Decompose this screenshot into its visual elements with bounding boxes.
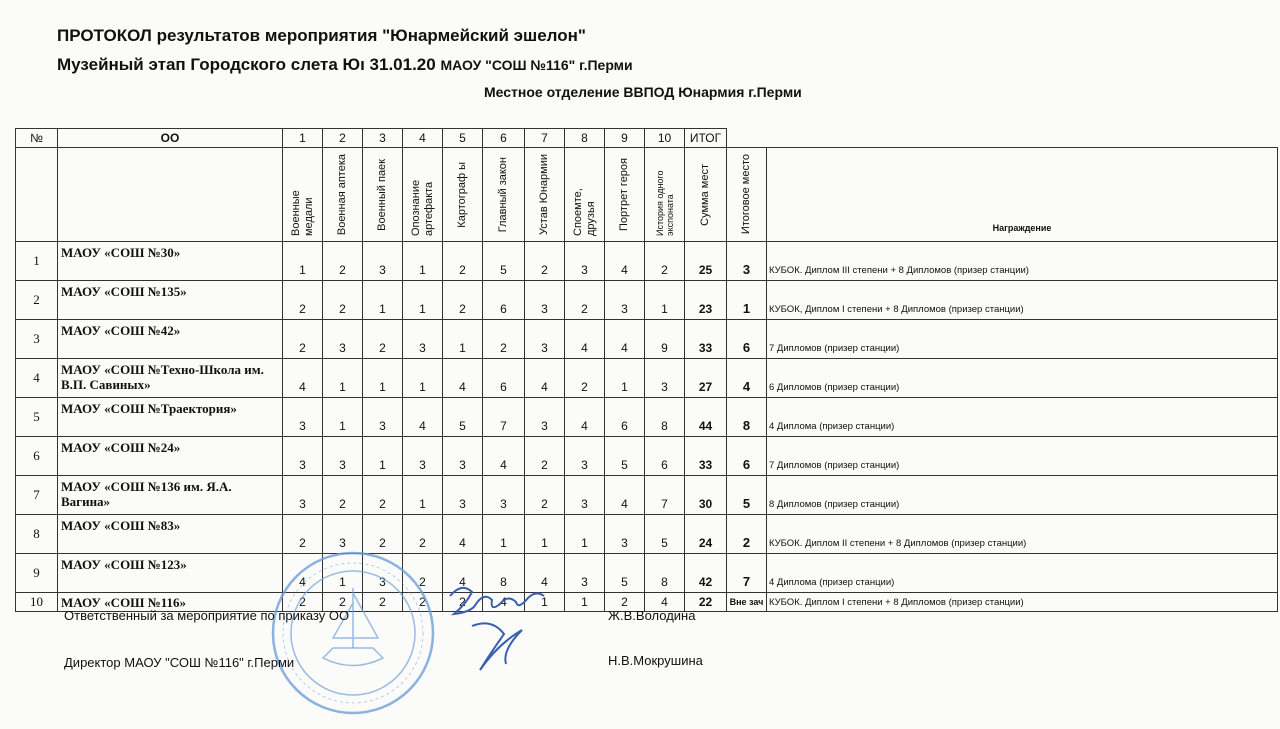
station-score: 1 bbox=[403, 476, 443, 515]
award-text: 7 Дипломов (призер станции) bbox=[767, 320, 1278, 359]
station-name: Военные медали bbox=[289, 189, 315, 236]
station-score: 2 bbox=[283, 515, 323, 554]
station-score: 2 bbox=[403, 593, 443, 612]
station-number: 3 bbox=[363, 129, 403, 148]
station-score: 2 bbox=[645, 242, 685, 281]
station-score: 2 bbox=[283, 593, 323, 612]
station-name: Споемте, друзья bbox=[571, 187, 597, 236]
final-place: 3 bbox=[727, 242, 767, 281]
blank-header-cell bbox=[767, 129, 1278, 148]
school-name: МАОУ «СОШ №24» bbox=[58, 437, 283, 476]
results-table bbox=[15, 128, 1278, 612]
station-score: 3 bbox=[525, 320, 565, 359]
station-score: 4 bbox=[605, 242, 645, 281]
award-text: КУБОК. Диплом III степени + 8 Дипломов (призер станции) bbox=[767, 242, 1278, 281]
table-row bbox=[16, 320, 1278, 359]
station-name: Военный паек bbox=[376, 158, 388, 231]
school-name: МАОУ «СОШ №135» bbox=[58, 281, 283, 320]
station-score: 3 bbox=[565, 554, 605, 593]
station-name: История одного экспоната bbox=[654, 169, 675, 236]
station-score: 3 bbox=[525, 398, 565, 437]
final-place: 5 bbox=[727, 476, 767, 515]
row-number: 7 bbox=[16, 476, 58, 515]
station-score: 5 bbox=[605, 554, 645, 593]
table-row bbox=[16, 281, 1278, 320]
station-score: 6 bbox=[483, 359, 525, 398]
station-score: 1 bbox=[525, 515, 565, 554]
station-score: 2 bbox=[323, 281, 363, 320]
station-score: 1 bbox=[565, 593, 605, 612]
row-number: 4 bbox=[16, 359, 58, 398]
station-score: 2 bbox=[443, 281, 483, 320]
station-score: 3 bbox=[403, 320, 443, 359]
col-total-header: ИТОГ bbox=[685, 129, 727, 148]
station-score: 5 bbox=[483, 242, 525, 281]
sum-of-places: 25 bbox=[685, 242, 727, 281]
station-score: 6 bbox=[605, 398, 645, 437]
school-name: МАОУ «СОШ №Траектория» bbox=[58, 398, 283, 437]
station-score: 1 bbox=[323, 554, 363, 593]
station-score: 2 bbox=[403, 515, 443, 554]
department-line: Местное отделение ВВПОД Юнармия г.Перми bbox=[484, 84, 802, 100]
sum-of-places: 30 bbox=[685, 476, 727, 515]
school-name: МАОУ «СОШ №136 им. Я.А. Вагина» bbox=[58, 476, 283, 515]
award-text: КУБОК. Диплом I степени + 8 Дипломов (призер станции) bbox=[767, 593, 1278, 612]
station-score: 2 bbox=[323, 476, 363, 515]
station-score: 1 bbox=[403, 281, 443, 320]
table-row bbox=[16, 242, 1278, 281]
final-place: 1 bbox=[727, 281, 767, 320]
station-score: 3 bbox=[645, 359, 685, 398]
station-score: 8 bbox=[645, 554, 685, 593]
col-award-header: Награждение bbox=[767, 148, 1278, 242]
row-number: 8 bbox=[16, 515, 58, 554]
award-text: КУБОК, Диплом I степени + 8 Дипломов (призер станции) bbox=[767, 281, 1278, 320]
station-number: 10 bbox=[645, 129, 685, 148]
blank-header-cell bbox=[727, 129, 767, 148]
station-score: 3 bbox=[565, 242, 605, 281]
station-number: 5 bbox=[443, 129, 483, 148]
station-score: 2 bbox=[363, 593, 403, 612]
station-name: Устав Юнармии bbox=[538, 154, 550, 235]
station-score: 3 bbox=[363, 242, 403, 281]
station-score: 1 bbox=[525, 593, 565, 612]
station-score: 1 bbox=[363, 359, 403, 398]
row-number: 3 bbox=[16, 320, 58, 359]
station-score: 4 bbox=[283, 359, 323, 398]
station-score: 4 bbox=[443, 554, 483, 593]
station-score: 2 bbox=[443, 242, 483, 281]
award-text: 4 Диплома (призер станции) bbox=[767, 554, 1278, 593]
station-number: 4 bbox=[403, 129, 443, 148]
station-score: 1 bbox=[645, 281, 685, 320]
row-number: 5 bbox=[16, 398, 58, 437]
station-score: 3 bbox=[565, 476, 605, 515]
document-title: ПРОТОКОЛ результатов мероприятия "Юнармейский эшелон" bbox=[57, 26, 586, 45]
final-place: 6 bbox=[727, 320, 767, 359]
award-text: 8 Дипломов (призер станции) bbox=[767, 476, 1278, 515]
station-score: 5 bbox=[443, 398, 483, 437]
school-name: МАОУ «СОШ №83» bbox=[58, 515, 283, 554]
station-score: 2 bbox=[525, 242, 565, 281]
station-score: 3 bbox=[283, 437, 323, 476]
station-name: Портрет героя bbox=[618, 158, 630, 231]
sum-of-places: 22 bbox=[685, 593, 727, 612]
station-score: 2 bbox=[565, 281, 605, 320]
director-signature-icon bbox=[432, 574, 562, 674]
station-score: 4 bbox=[525, 554, 565, 593]
station-score: 5 bbox=[645, 515, 685, 554]
award-text: 6 Дипломов (призер станции) bbox=[767, 359, 1278, 398]
station-score: 3 bbox=[605, 281, 645, 320]
station-number: 7 bbox=[525, 129, 565, 148]
station-score: 2 bbox=[403, 554, 443, 593]
station-score: 2 bbox=[605, 593, 645, 612]
station-name: Картограф ы bbox=[456, 161, 468, 228]
station-score: 4 bbox=[403, 398, 443, 437]
final-place: 6 bbox=[727, 437, 767, 476]
station-score: 1 bbox=[323, 359, 363, 398]
station-score: 3 bbox=[323, 320, 363, 359]
header-row-numbers bbox=[16, 129, 1278, 148]
sum-of-places: 24 bbox=[685, 515, 727, 554]
station-score: 2 bbox=[323, 593, 363, 612]
station-score: 4 bbox=[605, 476, 645, 515]
station-score: 4 bbox=[443, 359, 483, 398]
sum-of-places: 33 bbox=[685, 320, 727, 359]
final-place: 2 bbox=[727, 515, 767, 554]
station-score: 4 bbox=[483, 593, 525, 612]
director-label: Директор МАОУ "СОШ №116" г.Перми bbox=[64, 655, 295, 670]
station-number: 6 bbox=[483, 129, 525, 148]
station-score: 1 bbox=[443, 320, 483, 359]
final-place: 7 bbox=[727, 554, 767, 593]
station-score: 3 bbox=[605, 515, 645, 554]
station-score: 3 bbox=[443, 476, 483, 515]
station-score: 3 bbox=[363, 398, 403, 437]
station-score: 2 bbox=[483, 320, 525, 359]
station-score: 6 bbox=[483, 281, 525, 320]
station-score: 8 bbox=[645, 398, 685, 437]
award-text: КУБОК. Диплом II степени + 8 Дипломов (призер станции) bbox=[767, 515, 1278, 554]
station-score: 2 bbox=[323, 242, 363, 281]
station-score: 4 bbox=[525, 359, 565, 398]
station-score: 3 bbox=[283, 398, 323, 437]
station-score: 2 bbox=[363, 476, 403, 515]
row-number: 2 bbox=[16, 281, 58, 320]
station-score: 1 bbox=[605, 359, 645, 398]
station-score: 1 bbox=[403, 242, 443, 281]
station-score: 3 bbox=[403, 437, 443, 476]
station-score: 4 bbox=[483, 437, 525, 476]
school-name: МАОУ «СОШ №123» bbox=[58, 554, 283, 593]
responsible-name: Ж.В.Володина bbox=[608, 608, 696, 623]
station-score: 4 bbox=[565, 320, 605, 359]
station-score: 3 bbox=[443, 437, 483, 476]
official-stamp-icon bbox=[268, 548, 438, 718]
school-name: МАОУ «СОШ №30» bbox=[58, 242, 283, 281]
station-score: 2 bbox=[283, 281, 323, 320]
station-score: 2 bbox=[525, 437, 565, 476]
station-name: Военная аптека bbox=[336, 153, 348, 236]
school-name: МАОУ «СОШ №42» bbox=[58, 320, 283, 359]
blank-subheader-cell bbox=[16, 148, 58, 242]
station-score: 2 bbox=[525, 476, 565, 515]
award-text: 7 Дипломов (призер станции) bbox=[767, 437, 1278, 476]
station-score: 4 bbox=[565, 398, 605, 437]
col-place-header: Итоговое место bbox=[740, 154, 752, 235]
award-text: 4 Диплома (призер станции) bbox=[767, 398, 1278, 437]
col-sum-header: Сумма мест bbox=[699, 163, 711, 226]
station-score: 4 bbox=[283, 554, 323, 593]
sum-of-places: 44 bbox=[685, 398, 727, 437]
row-number: 6 bbox=[16, 437, 58, 476]
table-row bbox=[16, 437, 1278, 476]
station-score: 1 bbox=[363, 437, 403, 476]
station-score: 6 bbox=[645, 437, 685, 476]
station-score: 2 bbox=[363, 320, 403, 359]
subtitle-main: Музейный этап Городского слета Юı 31.01.20 bbox=[57, 55, 436, 74]
school-name: МАОУ «СОШ №Техно-Школа им. В.П. Савиных» bbox=[58, 359, 283, 398]
station-score: 4 bbox=[443, 515, 483, 554]
station-score: 4 bbox=[645, 593, 685, 612]
station-number: 9 bbox=[605, 129, 645, 148]
station-number: 1 bbox=[283, 129, 323, 148]
station-score: 1 bbox=[323, 398, 363, 437]
station-score: 1 bbox=[403, 359, 443, 398]
station-score: 3 bbox=[363, 554, 403, 593]
table-row bbox=[16, 515, 1278, 554]
row-number: 10 bbox=[16, 593, 58, 612]
station-score: 1 bbox=[283, 242, 323, 281]
sum-of-places: 23 bbox=[685, 281, 727, 320]
station-score: 3 bbox=[525, 281, 565, 320]
station-score: 1 bbox=[363, 281, 403, 320]
station-score: 1 bbox=[565, 515, 605, 554]
director-name: Н.В.Мокрушина bbox=[608, 653, 703, 668]
sum-of-places: 42 bbox=[685, 554, 727, 593]
station-score: 3 bbox=[483, 476, 525, 515]
station-score: 9 bbox=[645, 320, 685, 359]
station-score: 2 bbox=[363, 515, 403, 554]
station-score: 2 bbox=[443, 593, 483, 612]
station-score: 2 bbox=[283, 320, 323, 359]
station-score: 3 bbox=[565, 437, 605, 476]
responsible-label: Ответственный за мероприятие по приказу ОО bbox=[64, 608, 350, 623]
table-row bbox=[16, 554, 1278, 593]
col-oo-header: ОО bbox=[58, 129, 283, 148]
station-score: 3 bbox=[323, 515, 363, 554]
col-no-header: № bbox=[16, 129, 58, 148]
station-number: 2 bbox=[323, 129, 363, 148]
school-name: МАОУ «СОШ №116» bbox=[58, 593, 283, 612]
station-score: 5 bbox=[605, 437, 645, 476]
blank-subheader-cell bbox=[58, 148, 283, 242]
row-number: 1 bbox=[16, 242, 58, 281]
row-number: 9 bbox=[16, 554, 58, 593]
subtitle-school: МАОУ "СОШ №116" г.Перми bbox=[440, 57, 633, 73]
station-score: 8 bbox=[483, 554, 525, 593]
station-score: 4 bbox=[605, 320, 645, 359]
station-score: 2 bbox=[565, 359, 605, 398]
station-score: 3 bbox=[283, 476, 323, 515]
table-row bbox=[16, 398, 1278, 437]
final-place: 8 bbox=[727, 398, 767, 437]
document-subtitle bbox=[57, 55, 633, 75]
table-row bbox=[16, 359, 1278, 398]
station-number: 8 bbox=[565, 129, 605, 148]
final-place: 4 bbox=[727, 359, 767, 398]
station-name: Опознание артефакта bbox=[409, 179, 435, 236]
header-row-stations bbox=[16, 148, 1278, 242]
station-score: 7 bbox=[645, 476, 685, 515]
sum-of-places: 33 bbox=[685, 437, 727, 476]
final-place: Вне зач bbox=[727, 593, 767, 612]
station-score: 7 bbox=[483, 398, 525, 437]
station-score: 3 bbox=[323, 437, 363, 476]
table-row bbox=[16, 476, 1278, 515]
station-name: Главный закон bbox=[497, 156, 509, 233]
station-score: 1 bbox=[483, 515, 525, 554]
sum-of-places: 27 bbox=[685, 359, 727, 398]
results-body bbox=[16, 242, 1278, 612]
